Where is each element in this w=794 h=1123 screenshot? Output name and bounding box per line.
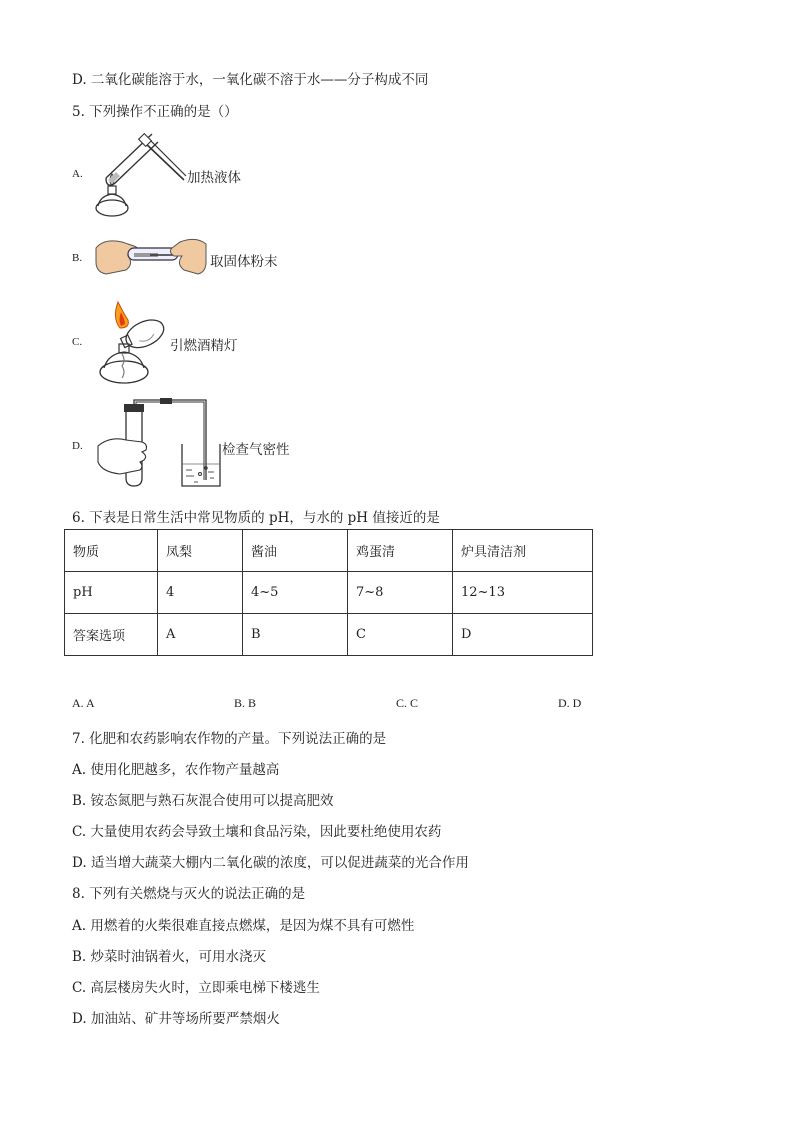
alcohol-lamp-lighting-icon — [92, 298, 170, 386]
table-cell: 炉具清洁剂 — [453, 530, 593, 572]
q8-option-d: D. 加油站、矿井等场所要严禁烟火 — [72, 1011, 280, 1027]
q5-option-a-letter: A. — [72, 168, 83, 180]
powder-spatula-icon — [94, 234, 208, 280]
table-cell: B — [243, 614, 348, 656]
ph-table — [64, 529, 593, 656]
table-cell: 鸡蛋清 — [348, 530, 453, 572]
q5-option-b-label: 取固体粉末 — [210, 254, 278, 270]
test-tube-heating-icon — [92, 130, 187, 220]
q7-option-d: D. 适当增大蔬菜大棚内二氧化碳的浓度，可以促进蔬菜的光合作用 — [72, 855, 469, 871]
q5-option-c-label: 引燃酒精灯 — [170, 338, 238, 354]
table-cell: 凤梨 — [158, 530, 243, 572]
q7-option-c: C. 大量使用农药会导致土壤和食品污染，因此要杜绝使用农药 — [72, 824, 442, 840]
q6-answer-d: D. D — [558, 696, 582, 710]
q6-stem: 6. 下表是日常生活中常见物质的 pH，与水的 pH 值接近的是 — [72, 510, 440, 526]
table-cell: D — [453, 614, 593, 656]
q7-option-b: B. 铵态氮肥与熟石灰混合使用可以提高肥效 — [72, 793, 334, 809]
table-cell: 7~8 — [348, 572, 453, 614]
table-cell: 12~13 — [453, 572, 593, 614]
q7-option-a: A. 使用化肥越多，农作物产量越高 — [72, 762, 280, 778]
table-cell: A — [158, 614, 243, 656]
q5-option-d-letter: D. — [72, 440, 83, 452]
q5-option-a-label: 加热液体 — [187, 170, 241, 186]
table-row — [65, 614, 593, 656]
q4-option-d: D. 二氧化碳能溶于水，一氧化碳不溶于水——分子构成不同 — [72, 72, 429, 88]
q6-answer-c: C. C — [396, 696, 419, 710]
table-cell: 物质 — [65, 530, 158, 572]
table-cell: pH — [65, 572, 158, 614]
table-row — [65, 530, 593, 572]
q8-option-a: A. 用燃着的火柴很难直接点燃煤，是因为煤不具有可燃性 — [72, 918, 415, 934]
table-cell: 答案选项 — [65, 614, 158, 656]
q6-answer-b: B. B — [234, 696, 257, 710]
q5-option-b-letter: B. — [72, 252, 83, 264]
table-row — [65, 572, 593, 614]
table-cell: 4 — [158, 572, 243, 614]
q5-stem: 5. 下列操作不正确的是（） — [72, 104, 238, 120]
q5-option-d-label: 检查气密性 — [222, 442, 290, 458]
airtightness-check-icon — [96, 398, 222, 490]
q5-option-c-letter: C. — [72, 336, 83, 348]
table-cell: 酱油 — [243, 530, 348, 572]
q6-answer-a: A. A — [72, 696, 95, 710]
q8-option-b: B. 炒菜时油锅着火，可用水浇灭 — [72, 949, 267, 965]
q8-stem: 8. 下列有关燃烧与灭火的说法正确的是 — [72, 886, 306, 902]
q7-stem: 7. 化肥和农药影响农作物的产量。下列说法正确的是 — [72, 731, 387, 747]
table-cell: C — [348, 614, 453, 656]
table-cell: 4~5 — [243, 572, 348, 614]
q8-option-c: C. 高层楼房失火时，立即乘电梯下楼逃生 — [72, 980, 320, 996]
